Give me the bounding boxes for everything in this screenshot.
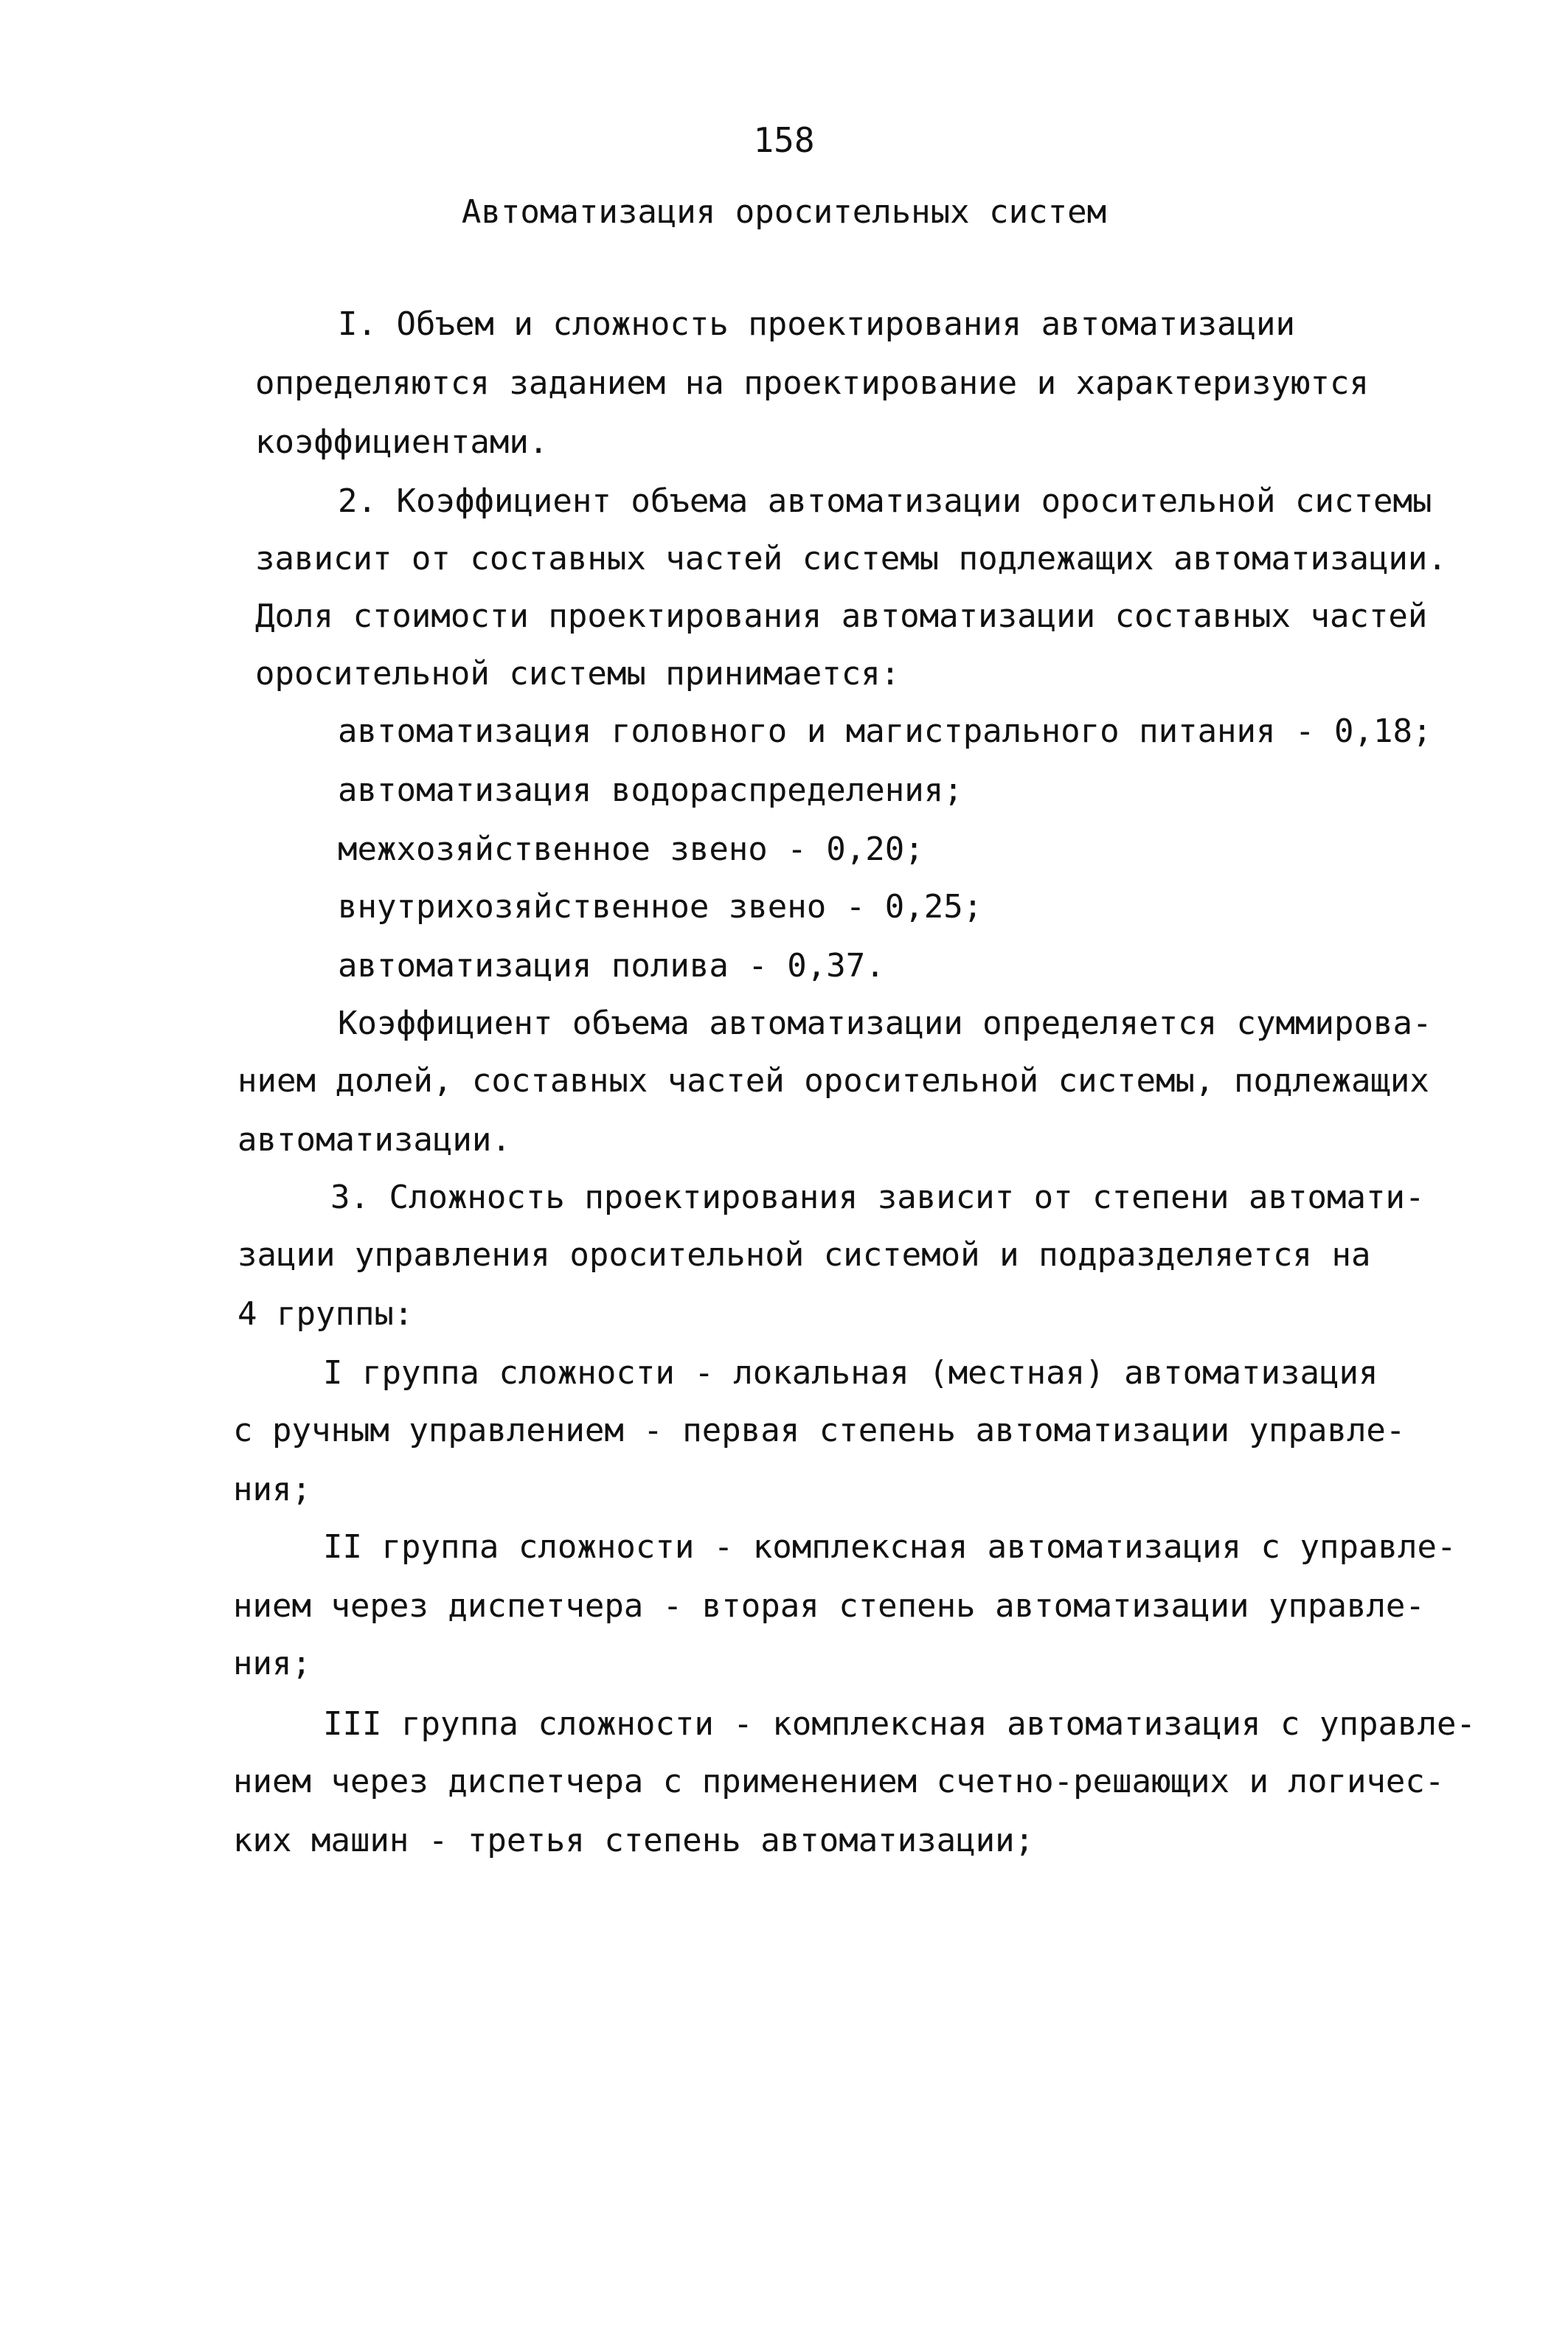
- list-item: автоматизация водораспределения;: [338, 771, 963, 809]
- group-2-line-1: II группа сложности - комплексная автоматизация с управле-: [323, 1528, 1457, 1566]
- group-1-line-1: I группа сложности - локальная (местная) автоматизация: [323, 1354, 1378, 1392]
- paragraph-3-line-2: нием долей, составных частей оросительной системы, подлежащих: [237, 1062, 1429, 1100]
- list-item: автоматизация полива - 0,37.: [338, 947, 885, 985]
- paragraph-2-line-4: оросительной системы принимается:: [255, 655, 901, 693]
- paragraph-3-line-3: автоматизации.: [237, 1121, 511, 1159]
- paragraph-4-line-2: зации управления оросительной системой и подразделяется на: [237, 1236, 1371, 1274]
- list-item: межхозяйственное звено - 0,20;: [338, 830, 924, 868]
- paragraph-1-line-2: определяются заданием на проектирование и характеризуются: [255, 364, 1369, 402]
- group-3-line-2: нием через диспетчера с применением счетно-решающих и логичес-: [233, 1763, 1445, 1800]
- paragraph-2-line-3: Доля стоимости проектирования автоматизации составных частей: [255, 597, 1428, 635]
- paragraph-1-line-3: коэффициентами.: [255, 423, 549, 461]
- paragraph-3-line-1: Коэффициент объема автоматизации определяется суммирова-: [338, 1005, 1432, 1042]
- paragraph-4-line-3: 4 группы:: [237, 1295, 414, 1333]
- group-2-line-2: нием через диспетчера - вторая степень автоматизации управле-: [233, 1587, 1425, 1625]
- paragraph-2-line-1: 2. Коэффициент объема автоматизации оросительной системы: [338, 482, 1432, 520]
- list-item: внутрихозяйственное звено - 0,25;: [338, 888, 983, 926]
- paragraph-1-line-1: I. Объем и сложность проектирования автоматизации: [338, 305, 1296, 343]
- group-1-line-2: с ручным управлением - первая степень автоматизации управле-: [233, 1412, 1406, 1449]
- group-3-line-3: ких машин - третья степень автоматизации;: [233, 1822, 1035, 1859]
- group-2-line-3: ния;: [233, 1645, 311, 1682]
- paragraph-2-line-2: зависит от составных частей системы подлежащих автоматизации.: [255, 540, 1447, 577]
- page-number: 158: [753, 120, 815, 160]
- group-3-line-1: III группа сложности - комплексная автоматизация с управле-: [323, 1705, 1476, 1743]
- group-1-line-3: ния;: [233, 1471, 311, 1508]
- list-item: автоматизация головного и магистрального питания - 0,18;: [338, 712, 1432, 750]
- paragraph-4-line-1: 3. Сложность проектирования зависит от степени автомати-: [330, 1179, 1425, 1216]
- page-title: Автоматизация оросительных систем: [461, 193, 1107, 231]
